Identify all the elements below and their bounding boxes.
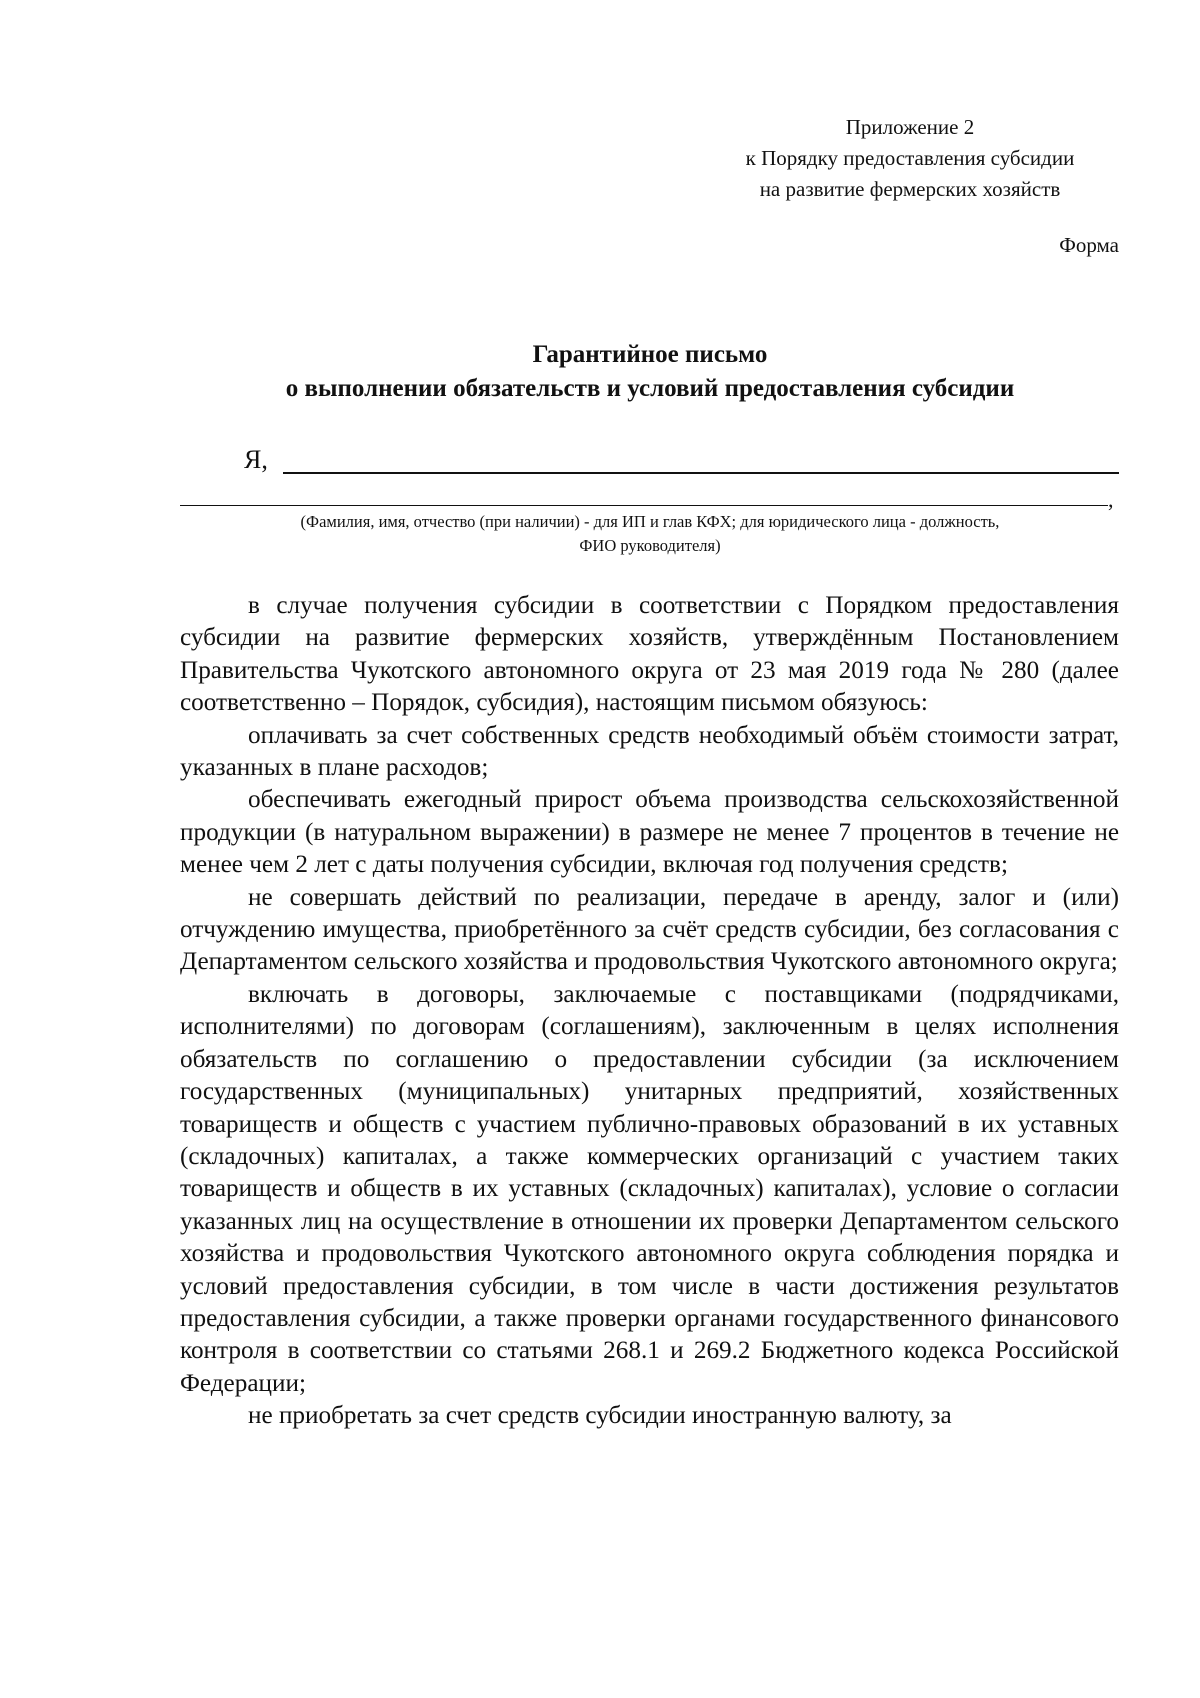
blank-caption-line-2: ФИО руководителя) (579, 536, 721, 555)
declarant-prefix: Я, (244, 445, 268, 474)
paragraph-obligation-currency: не приобретать за счет средств субсидии иностранную валюту, за (248, 1402, 952, 1430)
declarant-name-blank-continued (180, 505, 1108, 506)
blank-caption-line-1: (Фамилия, имя, отчество (при наличии) - для ИП и глав КФХ; для юридического лица - должность, (300, 512, 1000, 531)
blank-caption (180, 510, 1120, 558)
paragraph-obligation-growth: обеспечивать ежегодный прирост объема производства сельскохозяйственной продукции (в натуральном выражении) в размере не менее 7 процентов в течение не менее чем 2 лет с даты получения субсидии, включая год получения средств; (180, 786, 1119, 879)
paragraph-obligation-property: не совершать действий по реализации, передаче в аренду, залог и (или) отчуждению имущества, приобретённого за счёт средств субсидии, без согласования с Департаментом сельского хозяйства и продовольствия Чукотского автономного округа; (180, 883, 1119, 976)
appendix-reference: к Порядку предоставления субсидии (745, 146, 1075, 170)
paragraph-intro: в случае получения субсидии в соответствии с Порядком предоставления субсидии на развитие фермерских хозяйств, утверждённым Постановлением Правительства Чукотского автономного округа от 23 мая 2019 года № 280 (далее соответственно – Порядок, субсидия), настоящим письмом обязуюсь: (180, 592, 1119, 717)
letter-body (180, 590, 1119, 1433)
form-label: Форма (1059, 233, 1119, 257)
appendix-header (700, 112, 1120, 205)
title-line-2: о выполнении обязательств и условий предоставления субсидии (285, 375, 1015, 402)
appendix-subject: на развитие фермерских хозяйств (759, 177, 1061, 201)
document-title (180, 338, 1120, 406)
declarant-name-blank (283, 472, 1119, 474)
paragraph-obligation-costs: оплачивать за счет собственных средств необходимый объём стоимости затрат, указанных в плане расходов; (180, 721, 1119, 782)
blank-trailing-comma: , (1108, 487, 1114, 512)
title-line-1: Гарантийное письмо (532, 341, 768, 368)
paragraph-obligation-contracts: включать в договоры, заключаемые с поставщиками (подрядчиками, исполнителями) по договорам (соглашениям), заключенным в целях исполнения обязательств по соглашению о предоставлении субсидии (за исключением государственных (муниципальных) унитарных предприятий, хозяйственных товариществ и обществ с участием публично-правовых образований в их уставных (складочных) капиталах, а также коммерческих организаций с участием таких товариществ и обществ в их уставных (складочных) капиталах), условие о согласии указанных лиц на осуществление в отношении их проверки Департаментом сельского хозяйства и продовольствия Чукотского автономного округа соблюдения порядка и условий предоставления субсидии, в том числе в части достижения результатов предоставления субсидии, а также проверки органами государственного финансового контроля в соответствии со статьями 268.1 и 269.2 Бюджетного кодекса Российской Федерации; (180, 980, 1119, 1397)
appendix-number: Приложение 2 (845, 115, 975, 139)
